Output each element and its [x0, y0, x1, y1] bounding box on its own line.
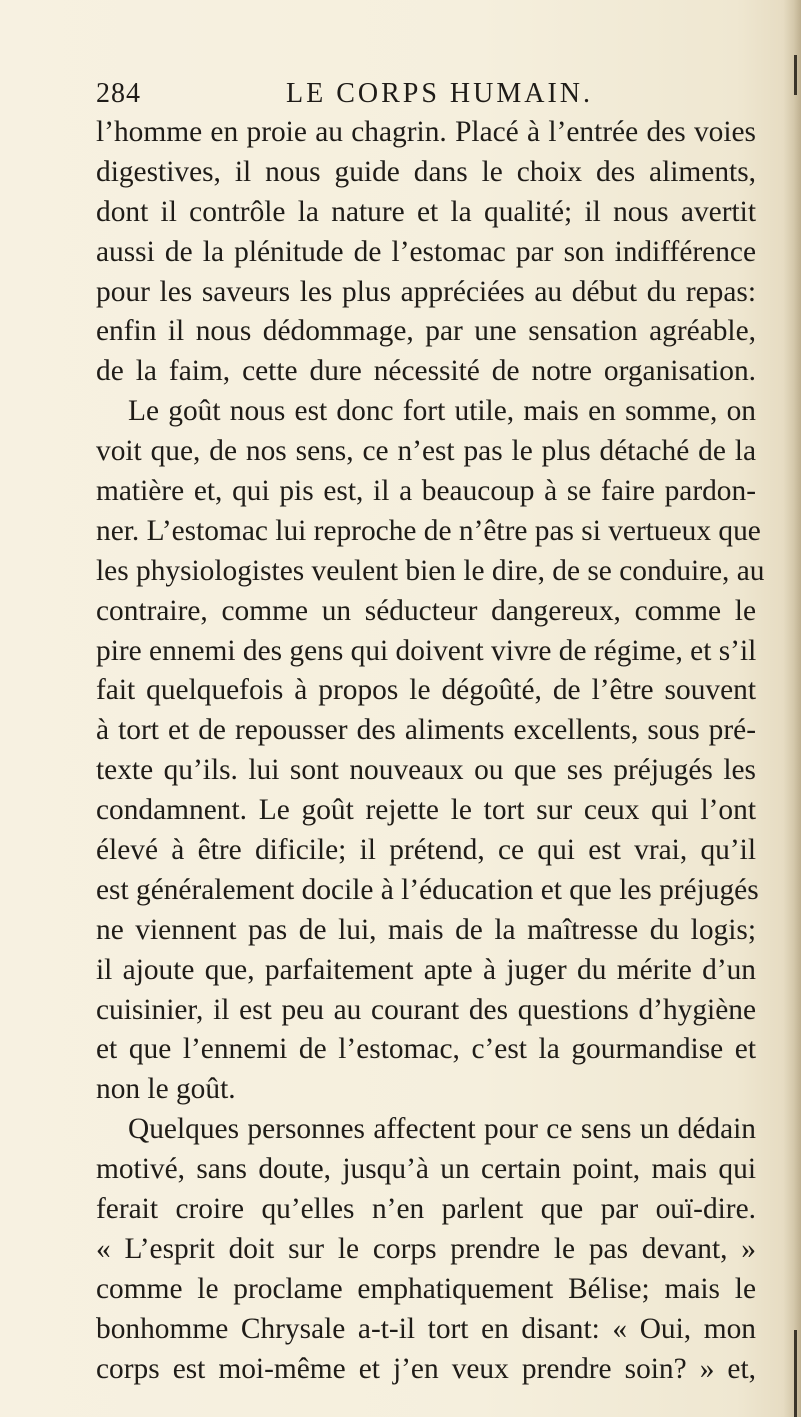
text-line: cuisinier, il est peu au courant des questions d’hygiène	[96, 993, 756, 1026]
text-line: matière et, qui pis est, il a beaucoup à se faire pardon-	[96, 475, 756, 508]
text-line: ne viennent pas de lui, mais de la maîtresse du logis;	[96, 913, 756, 946]
text-line: voit que, de nos sens, ce n’est pas le plus détaché de la	[96, 435, 756, 468]
text-line: pire ennemi des gens qui doivent vivre de régime, et s’il	[96, 634, 757, 667]
text-line: corps est moi-même et j’en veux prendre soin? » et,	[96, 1352, 756, 1385]
text-line: contraire, comme un séducteur dangereux, comme le	[96, 594, 756, 627]
text-line: comme le proclame emphatiquement Bélise; mais le	[96, 1272, 756, 1305]
running-title: LE CORPS HUMAIN.	[286, 78, 594, 109]
text-line: l’homme en proie au chagrin. Placé à l’entrée des voies	[96, 116, 756, 148]
text-line: les physiologistes veulent bien le dire, de se conduire, au	[96, 554, 765, 587]
text-line: élevé à être dificile; il prétend, ce qui est vrai, qu’il	[96, 834, 756, 867]
text-line: de la faim, cette dure nécessité de notre organisation.	[96, 355, 756, 388]
text-line: ferait croire qu’elles n’en parlent que par ouï-dire.	[96, 1193, 756, 1226]
text-line: texte qu’ils. lui sont nouveaux ou que ses préjugés les	[96, 754, 756, 787]
page-edge-mark	[794, 1330, 797, 1417]
page-edge-shadow	[783, 0, 801, 1417]
text-line: pour les saveurs les plus appréciées au début du repas:	[96, 275, 756, 308]
text-line: motivé, sans doute, jusqu’à un certain point, mais qui	[96, 1153, 756, 1186]
page-number: 284	[96, 78, 141, 109]
page-edge-mark	[794, 55, 797, 95]
text-line: condamnent. Le goût rejette le tort sur ceux qui l’ont	[96, 794, 756, 827]
text-line: à tort et de repousser des aliments excellents, sous pré-	[96, 714, 756, 747]
text-line: non le goût.	[96, 1073, 236, 1106]
text-line: Le goût nous est donc fort utile, mais en somme, on	[128, 395, 756, 428]
text-line: dont il contrôle la nature et la qualité; il nous avertit	[96, 195, 756, 228]
text-line: enfin il nous dédommage, par une sensation agréable,	[96, 315, 756, 348]
text-line: aussi de la plénitude de l’estomac par son indifférence	[96, 235, 756, 268]
text-line: il ajoute que, parfaitement apte à juger du mérite d’un	[96, 953, 756, 986]
body-text	[96, 113, 765, 1390]
text-line: ner. L’estomac lui reproche de n’être pas si vertueux que	[96, 514, 761, 547]
text-line: et que l’ennemi de l’estomac, c’est la gourmandise et	[96, 1033, 756, 1066]
text-line: digestives, il nous guide dans le choix des aliments,	[96, 155, 756, 188]
text-line: « L’esprit doit sur le corps prendre le pas devant, »	[96, 1232, 756, 1265]
text-line: fait quelquefois à propos le dégoûté, de l’être souvent	[96, 674, 756, 707]
text-line: est généralement docile à l’éducation et que les préjugés	[96, 873, 759, 906]
text-line: bonhomme Chrysale a-t-il tort en disant: « Oui, mon	[96, 1312, 756, 1345]
page-header	[96, 76, 756, 112]
text-line: Quelques personnes affectent pour ce sens un dédain	[128, 1113, 756, 1146]
